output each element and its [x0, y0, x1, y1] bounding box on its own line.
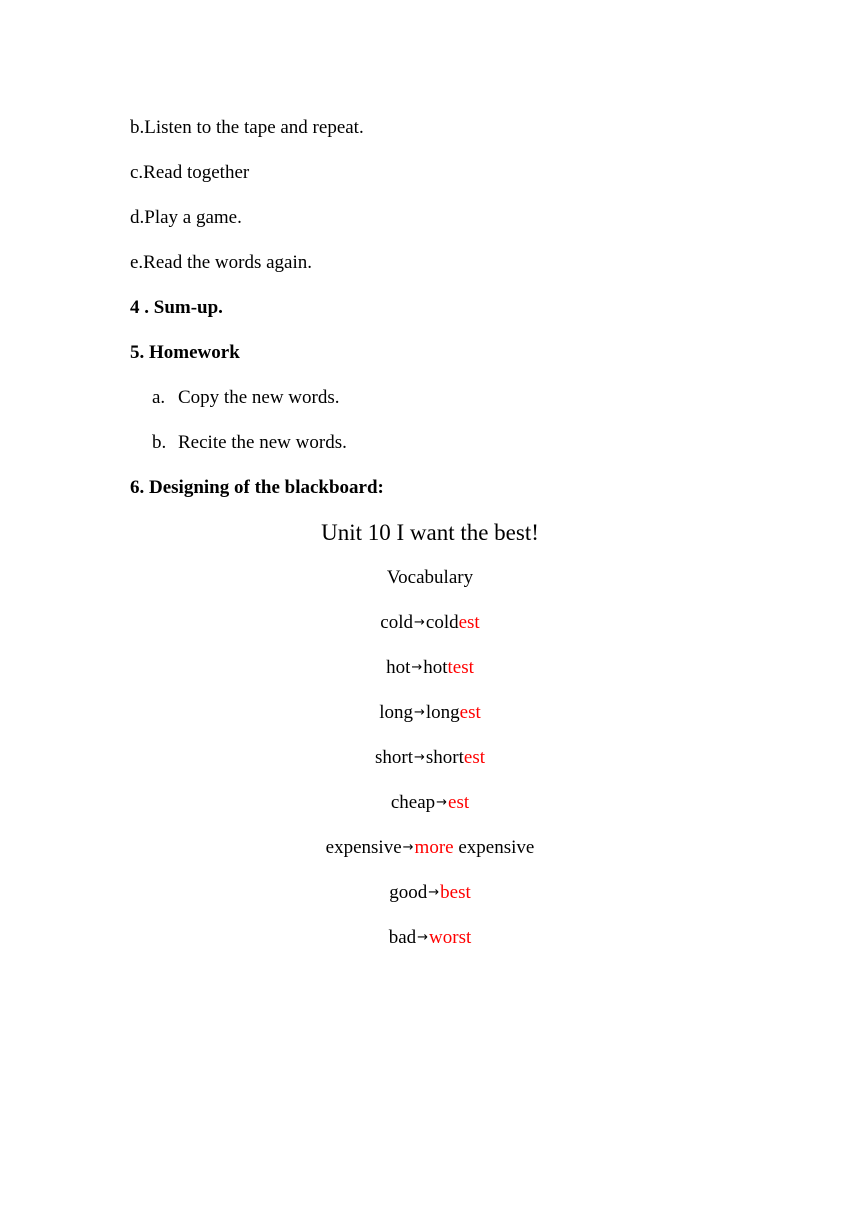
vocab-suffix: best	[440, 882, 471, 903]
arrow-icon: →	[402, 840, 414, 855]
arrow-icon: →	[413, 705, 425, 720]
vocab-row	[0, 836, 860, 860]
vocab-tail: expensive	[453, 837, 535, 858]
arrow-icon: →	[413, 750, 425, 765]
vocab-row	[0, 701, 860, 725]
vocab-stem: cold	[425, 612, 459, 633]
vocab-suffix: test	[447, 657, 474, 678]
vocab-suffix: est	[458, 612, 480, 633]
vocab-suffix: est	[459, 702, 481, 723]
section-sumup-heading: 4 . Sum-up.	[130, 297, 223, 318]
vocab-base: expensive	[325, 837, 402, 858]
vocab-row	[0, 611, 860, 635]
vocab-base: hot	[386, 657, 411, 678]
vocab-suffix: worst	[429, 927, 472, 948]
vocab-suffix: more	[414, 837, 454, 858]
homework-item-text: Recite the new words.	[178, 432, 347, 453]
step-e: e.Read the words again.	[130, 252, 313, 273]
vocab-stem: hot	[423, 657, 448, 678]
vocab-row	[0, 881, 860, 905]
step-b: b.Listen to the tape and repeat.	[130, 117, 364, 138]
blackboard-title: Unit 10 I want the best!	[321, 520, 539, 545]
vocab-suffix: est	[463, 747, 485, 768]
vocab-stem: short	[425, 747, 464, 768]
section-blackboard-heading: 6. Designing of the blackboard:	[130, 477, 384, 498]
vocab-base: cheap	[390, 792, 436, 813]
homework-item	[152, 386, 339, 410]
list-marker: a.	[152, 387, 166, 408]
step-d: d.Play a game.	[130, 207, 242, 228]
list-marker: b.	[152, 432, 167, 453]
vocab-row	[0, 926, 860, 950]
arrow-icon: →	[411, 660, 423, 675]
homework-item	[152, 431, 347, 455]
vocab-suffix: est	[448, 792, 470, 813]
section-homework-heading: 5. Homework	[130, 342, 240, 363]
step-c: c.Read together	[130, 162, 250, 183]
vocab-base: short	[374, 747, 413, 768]
blackboard-subtitle: Vocabulary	[386, 567, 474, 588]
vocab-stem: long	[425, 702, 460, 723]
arrow-icon: →	[417, 930, 429, 945]
arrow-icon: →	[413, 615, 425, 630]
arrow-icon: →	[436, 795, 448, 810]
vocab-base: long	[379, 702, 413, 723]
vocab-base: cold	[380, 612, 413, 633]
vocab-base: bad	[388, 927, 417, 948]
vocab-row	[0, 746, 860, 770]
vocab-base: good	[389, 882, 428, 903]
arrow-icon: →	[428, 885, 440, 900]
vocab-row	[0, 656, 860, 680]
homework-item-text: Copy the new words.	[178, 387, 340, 408]
vocab-row	[0, 791, 860, 815]
